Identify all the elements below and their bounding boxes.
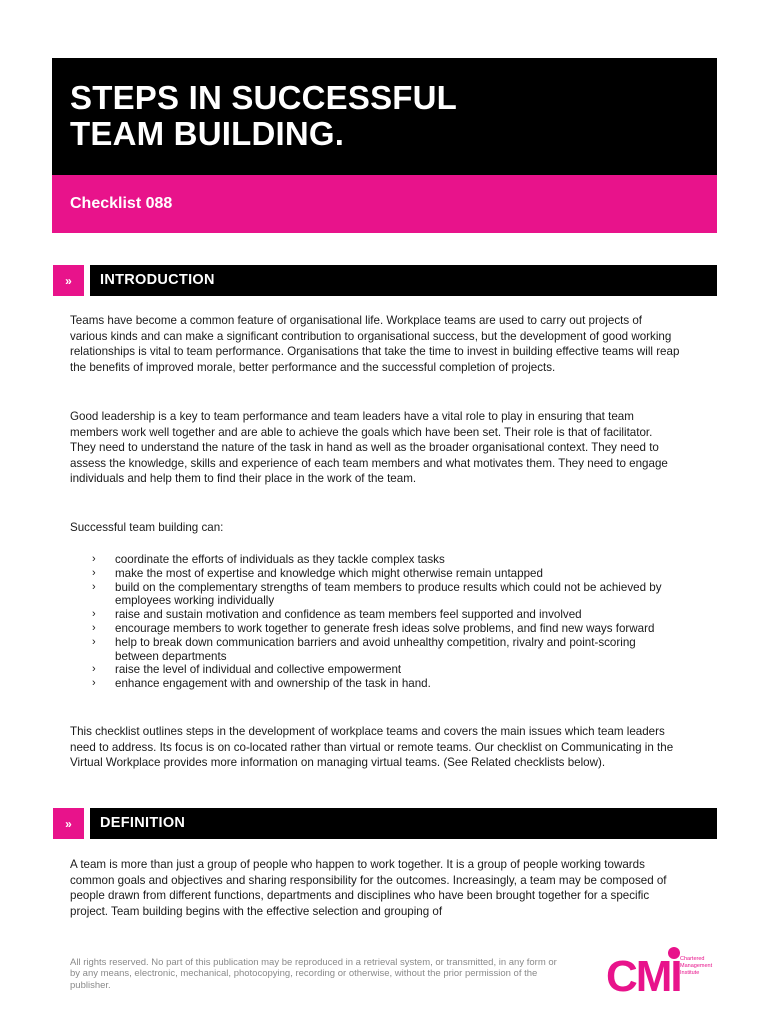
intro-paragraph-3: Successful team building can: xyxy=(70,521,224,534)
logo-wordmark: CMI xyxy=(606,952,681,995)
chevron-right-icon: › xyxy=(92,635,96,648)
list-item-text: build on the complementary strengths of team members to produce results which could not be achieved by employees working individually xyxy=(115,580,662,608)
list-item-text: raise the level of individual and collective empowerment xyxy=(115,663,402,677)
list-item xyxy=(92,677,682,691)
chevron-right-icon: › xyxy=(92,566,96,579)
section-marker-icon: » xyxy=(53,808,84,839)
list-item-text: make the most of expertise and knowledge which might otherwise remain untapped xyxy=(115,566,543,580)
chevron-right-icon: › xyxy=(92,621,96,634)
list-item xyxy=(92,567,682,581)
definition-heading: DEFINITION xyxy=(100,815,186,831)
section-title-bar xyxy=(90,808,717,839)
logo-subtitle-line: Institute xyxy=(680,969,700,976)
title-line-1: STEPS IN SUCCESSFUL xyxy=(70,79,458,116)
list-item xyxy=(92,663,682,677)
logo-subtitle-line: Management xyxy=(680,962,713,969)
section-title-bar xyxy=(90,265,717,296)
list-item xyxy=(92,581,682,609)
page-title xyxy=(70,80,457,152)
list-item-text: raise and sustain motivation and confidence as team members feel supported and involved xyxy=(115,608,582,622)
definition-paragraph-1: A team is more than just a group of people who happen to work together. It is a group of people working towards common goals and objectives and sharing responsibility for the outcomes. Increasingly, a team may be composed of people drawn from different functions, departments and disciplines who have been brought together for a specific project. Team building begins with the effective selection and grouping of xyxy=(70,858,667,918)
list-item xyxy=(92,608,682,622)
list-item-text: enhance engagement with and ownership of the task in hand. xyxy=(115,677,431,691)
benefits-list xyxy=(92,553,682,691)
chevron-right-icon: › xyxy=(92,580,96,593)
intro-paragraph-2: Good leadership is a key to team performance and team leaders have a vital role to play in ensuring that team members work well together and are able to achieve the goals which have been set. Their role is that of facilitator. They need to understand the nature of the task in hand as well as the broader organisational context. They need to assess the knowledge, skills and experience of each team members and what motivates them. They need to engage individuals and help them to find their place in the work of the team. xyxy=(70,410,668,486)
checklist-banner xyxy=(52,175,717,233)
title-line-2: TEAM BUILDING. xyxy=(70,115,345,152)
introduction-heading: INTRODUCTION xyxy=(100,272,215,288)
list-item xyxy=(92,622,682,636)
checklist-number: Checklist 088 xyxy=(70,195,173,212)
chevron-right-icon: › xyxy=(92,663,96,676)
title-block xyxy=(52,58,717,175)
list-item xyxy=(92,636,682,664)
introduction-section-header xyxy=(53,265,717,296)
chevron-right-icon: › xyxy=(92,553,96,565)
intro-paragraph-4: This checklist outlines steps in the development of workplace teams and covers the main issues which team leaders need to address. Its focus is on co-located rather than virtual or remote teams. Our checklist on Communicating in the Virtual Workplace provides more information on managing virtual teams. (See Related checklists below). xyxy=(70,725,674,770)
list-item-text: help to break down communication barriers and avoid unhealthy competition, rivalry and point-scoring between departments xyxy=(115,635,636,663)
logo-subtitle xyxy=(680,956,712,976)
list-item-text: coordinate the efforts of individuals as they tackle complex tasks xyxy=(115,553,445,566)
list-item-text: encourage members to work together to generate fresh ideas solve problems, and find new ways forward xyxy=(115,621,655,635)
definition-section-header xyxy=(53,808,717,839)
copyright-notice: All rights reserved. No part of this publication may be reproduced in a retrieval system, or transmitted, in any form or by any means, electronic, mechanical, photocopying, recording or otherwise, without the prior permission of the publisher. xyxy=(70,957,557,991)
section-marker-icon: » xyxy=(53,265,84,296)
logo-subtitle-line: Chartered xyxy=(680,956,705,962)
list-item xyxy=(92,553,682,567)
chevron-right-icon: › xyxy=(92,608,96,621)
chevron-right-icon: › xyxy=(92,677,96,690)
intro-paragraph-1: Teams have become a common feature of organisational life. Workplace teams are used to carry out projects of various kinds and can make a significant contribution to organisational success, but the development of good working relationships is vital to team performance. Organisations that take the time to invest in building effective teams will reap the benefits of improved morale, better performance and the successful completion of projects. xyxy=(70,314,680,374)
